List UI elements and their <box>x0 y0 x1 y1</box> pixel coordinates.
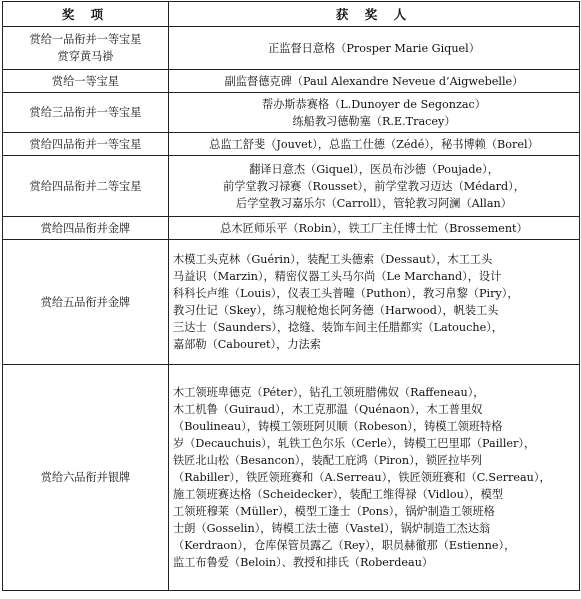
award-text: 赏穿黄马褂 <box>57 50 114 63</box>
recipients-text: （Kerdraon），仓库保管员露乙（Rey），职员赫徹那（Estienne）， <box>173 539 516 552</box>
recipients-text: 帮办斯恭赛格（L.Dunoyer de Segonzac） <box>261 97 486 111</box>
recipients-text: 木工机鲁（Guiraud），木工克那温（Quénaon），木工普里奴 <box>173 403 483 416</box>
award-text: 赏给四品衔并二等宝星 <box>29 179 142 193</box>
recipients-cell <box>169 365 580 591</box>
recipients-text: （Boulineau），铸模工领班阿贝顺（Robeson），铸模工领班特格 <box>173 420 503 433</box>
recipients-cell <box>169 133 580 156</box>
recipients-text: 正监督日意格（Prosper Marie Giquel） <box>268 41 480 55</box>
table-row <box>3 93 580 133</box>
award-cell <box>3 27 169 70</box>
award-cell <box>3 365 169 591</box>
recipients-text: 木模工头克林（Guérin），装配工头德索（Dessaut），木工工头 <box>173 253 493 266</box>
award-cell <box>3 93 169 133</box>
recipients-text: 前学堂教习禄赛（Rousset），前学堂教习迈达（Médard）， <box>223 179 525 193</box>
table-row <box>3 365 580 591</box>
award-text: 赏给五品衔并金牌 <box>40 295 131 309</box>
recipients-text: 副监督德克碑（Paul Alexandre Neveue d’Aigwebelle） <box>224 74 524 88</box>
table-header-row <box>3 2 580 27</box>
recipients-text: 翻译日意杰（Giquel），医员布沙德（Poujade）， <box>249 162 499 176</box>
recipients-cell <box>169 217 580 240</box>
recipients-text: 嘉部勒（Cabouret），力法索 <box>173 338 321 351</box>
recipients-text: 总监工舒斐（Jouvet），总监工仕德（Zédé），秘书博赖（Borel） <box>209 137 539 151</box>
award-cell <box>3 156 169 217</box>
recipients-text: 士朗（Gosselin），铸模工法士德（Vastel），锅炉制造工杰达翁 <box>173 522 491 535</box>
table-row <box>3 70 580 93</box>
recipients-text: 后学堂教习嘉乐尔（Carroll），管轮教习阿澜（Allan） <box>236 196 512 210</box>
recipients-cell <box>169 27 580 70</box>
recipients-cell <box>169 156 580 217</box>
recipients-text: 施工领班赛达格（Scheidecker），装配工维得禄（Vidlou），模型 <box>173 488 504 501</box>
awards-table <box>2 1 580 591</box>
recipients-text: 三达士（Saunders），捻缝、装饰车间主任腊都实（Latouche）， <box>173 321 503 334</box>
recipients-text: 岁（Decauchuis），轧铁工色尔乐（Cerle），铸模工巴里耶（Pailler）， <box>173 437 536 450</box>
recipients-text: 木工领班卑德克（Péter），钻孔工领班腊佛奴（Raffeneau）， <box>173 386 485 399</box>
recipients-text: 总木匠师乐平（Robin），铁工厂主任博士忙（Brossement） <box>220 221 528 235</box>
award-cell <box>3 70 169 93</box>
award-text: 赏给六品衔并银牌 <box>40 471 131 484</box>
award-cell <box>3 133 169 156</box>
award-cell <box>3 217 169 240</box>
award-text: 赏给一等宝星 <box>51 74 120 88</box>
recipients-cell <box>169 93 580 133</box>
header-recipients: 获 奖 人 <box>169 2 580 27</box>
recipients-cell <box>169 240 580 365</box>
recipients-text: 马益识（Marzin），精密仪器工头马尔尚（Le Marchand），设计 <box>173 270 502 283</box>
recipients-text: 工领班穆莱（Müller），模型工逢士（Pons），锅炉制造工领班格 <box>173 505 495 518</box>
award-text: 赏给三品衔并一等宝星 <box>29 106 142 119</box>
award-text: 赏给四品衔并金牌 <box>40 221 131 235</box>
award-cell <box>3 240 169 365</box>
header-award: 奖 项 <box>3 2 169 27</box>
award-text: 赏给四品衔并一等宝星 <box>29 137 142 151</box>
recipients-text: 监工布鲁爱（Beloin）、教授和排氏（Roberdeau） <box>173 556 434 569</box>
recipients-text: （Rabiller），铁匠领班赛和（A.Serreau），铁匠领班赛和（C.Serreau）， <box>173 471 551 484</box>
awards-table-container <box>2 1 579 591</box>
table-row <box>3 133 580 156</box>
recipients-cell <box>169 70 580 93</box>
recipients-text: 教习仕记（Skey），练习舰枪炮长阿务德（Harwood），帆装工头 <box>173 304 499 317</box>
recipients-text: 铁匠北山松（Besancon），装配工庇鸿（Piron），锁匠拉毕列 <box>173 454 482 467</box>
table-row <box>3 240 580 365</box>
table-row <box>3 27 580 70</box>
recipients-text: 科科长卢维（Louis），仪表工头普疃（Puthon），教习帛黎（Piry）， <box>173 287 519 300</box>
table-row <box>3 217 580 240</box>
recipients-text: 练船教习德勒塞（R.E.Tracey） <box>292 114 456 128</box>
award-text: 赏给一品衔并一等宝星 <box>29 33 142 46</box>
table-row <box>3 156 580 217</box>
